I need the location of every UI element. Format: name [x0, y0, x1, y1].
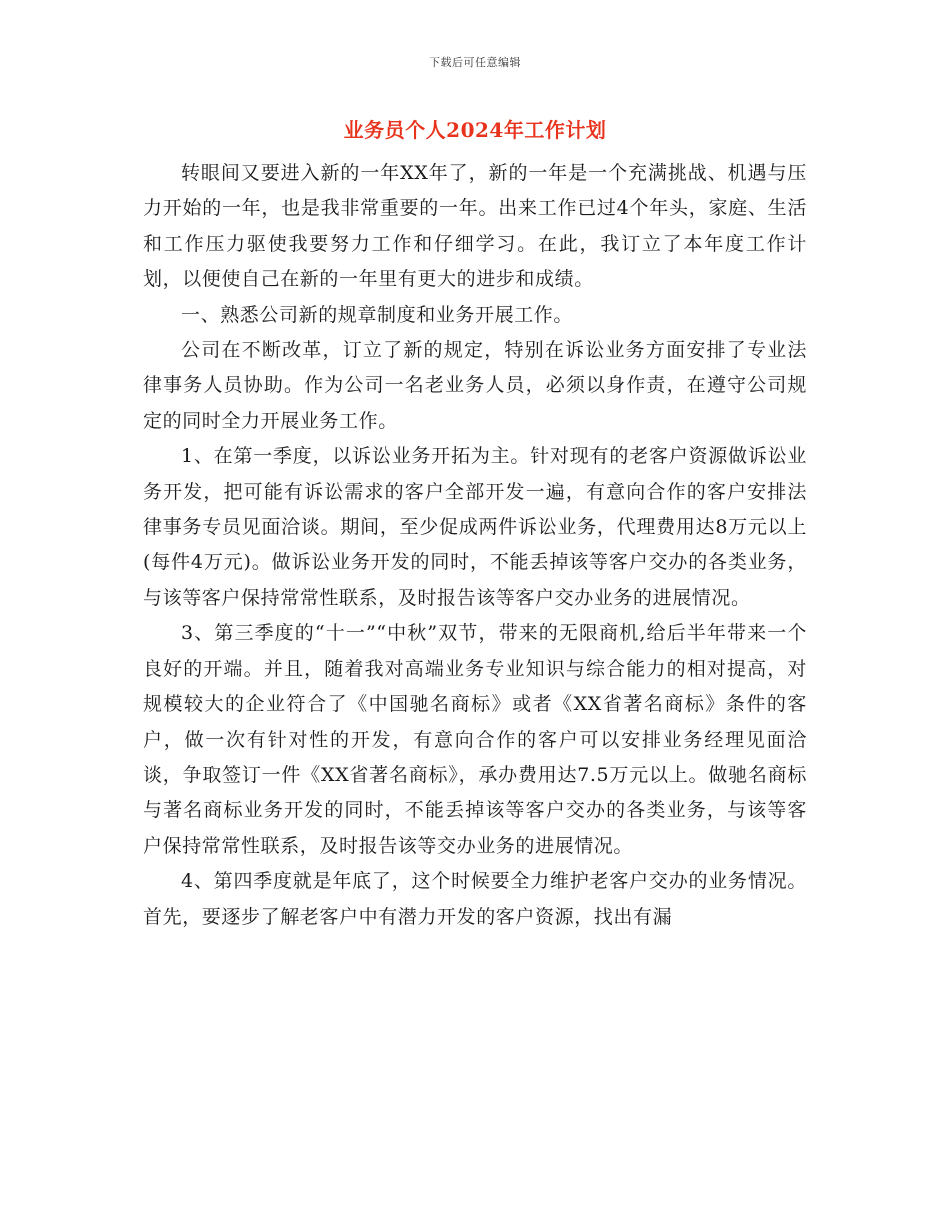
- paragraph-q1-plan: 1、在第一季度，以诉讼业务开拓为主。针对现有的老客户资源做诉讼业务开发，把可能有诉讼需求的客户全部开发一遍，有意向合作的客户安排法律事务专员见面洽谈。期间，至少促成两件诉讼业务，代理费用达8万元以上(每件4万元)。做诉讼业务开发的同时，不能丢掉该等客户交办的各类业务，与该等客户保持常常性联系，及时报告该等客户交办业务的进展情况。: [143, 445, 807, 609]
- paragraph-intro: 转眼间又要进入新的一年XX年了，新的一年是一个充满挑战、机遇与压力开始的一年，也是我非常重要的一年。出来工作已过4个年头，家庭、生活和工作压力驱使我要努力工作和仔细学习。在此，我订立了本年度工作计划，以便使自己在新的一年里有更大的进步和成绩。: [143, 162, 807, 291]
- paragraph-q3-plan: 3、第三季度的“十一”“中秋”双节，带来的无限商机,给后半年带来一个良好的开端。并且，随着我对高端业务专业知识与综合能力的相对提高，对规模较大的企业符合了《中国驰名商标》或者《XX省著名商标》条件的客户，做一次有针对性的开发，有意向合作的客户可以安排业务经理见面洽谈，争取签订一件《XX省著名商标》，承办费用达7.5万元以上。做驰名商标与著名商标业务开发的同时，不能丢掉该等客户交办的各类业务，与该等客户保持常常性联系，及时报告该等交办业务的进展情况。: [143, 622, 807, 857]
- paragraph-q4-plan: 4、第四季度就是年底了，这个时候要全力维护老客户交办的业务情况。首先，要逐步了解老客户中有潜力开发的客户资源，找出有漏: [143, 870, 807, 928]
- header-note: 下载后可任意编辑: [429, 56, 521, 69]
- document-body: [143, 156, 807, 935]
- document-title: 业务员个人2024年工作计划: [343, 118, 607, 142]
- paragraph-company-rules: 公司在不断改革，订立了新的规定，特别在诉讼业务方面安排了专业法律事务人员协助。作为公司一名老业务人员，必须以身作责，在遵守公司规定的同时全力开展业务工作。: [143, 339, 807, 432]
- section-heading-1: 一、熟悉公司新的规章制度和业务开展工作。: [181, 303, 574, 326]
